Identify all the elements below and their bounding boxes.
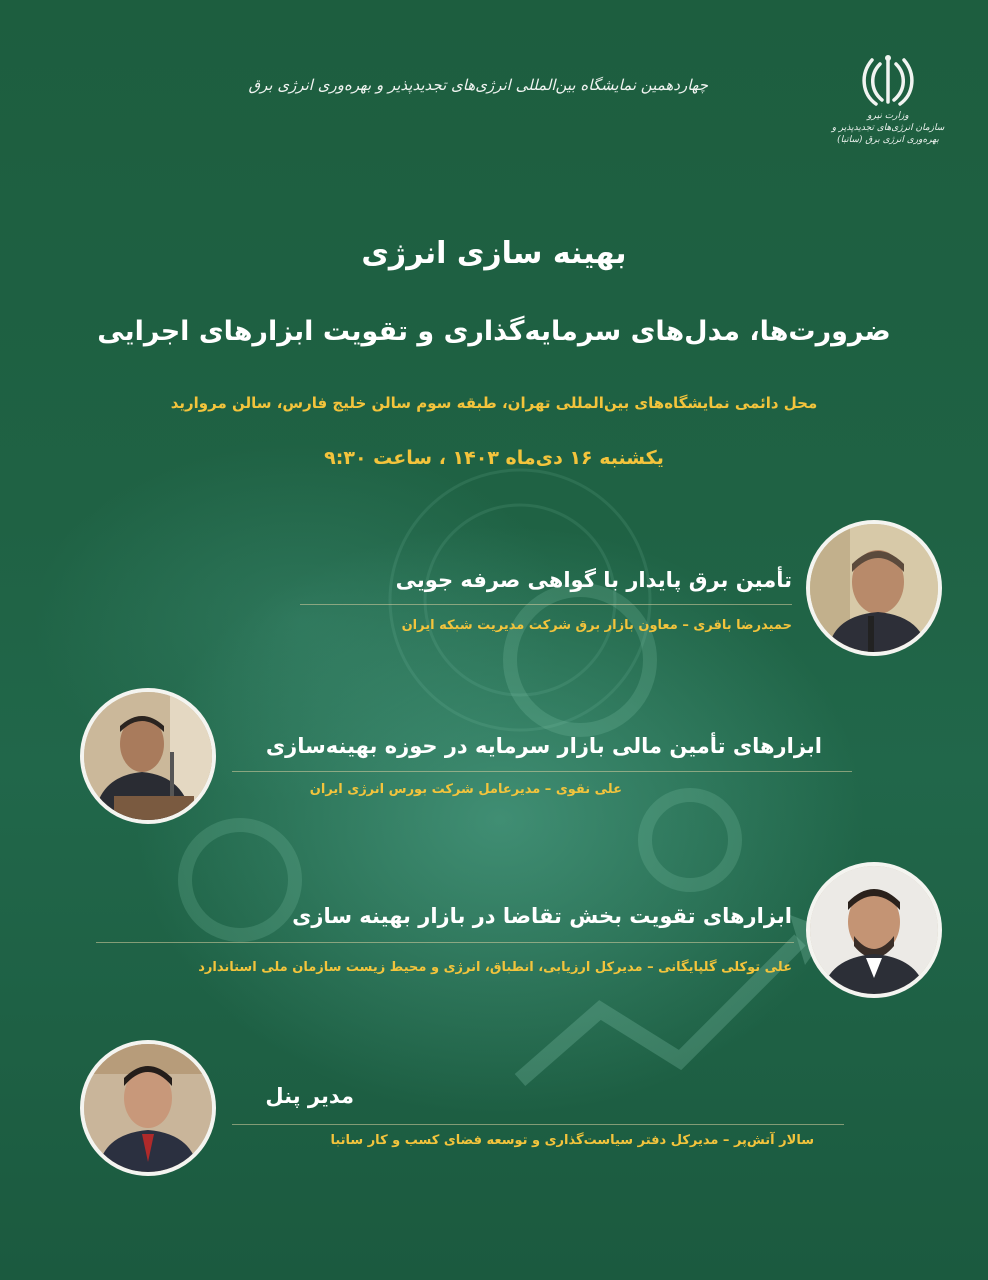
speaker-photo xyxy=(80,688,216,824)
speaker-photo xyxy=(80,1040,216,1176)
organization-name-line-1: سازمان انرژی‌های تجدیدپذیر و xyxy=(831,123,945,133)
organization-name-line-2: بهره‌وری انرژی برق (ساتبا) xyxy=(837,135,939,145)
divider-line xyxy=(232,1124,844,1125)
exhibition-title: چهاردهمین نمایشگاه بین‌المللی انرژی‌های تجدیدپذیر و بهره‌وری انرژی برق xyxy=(248,76,708,94)
speaker-name: علی نقوی – مدیرعامل شرکت بورس انرژی ایران xyxy=(309,782,622,797)
speaker-photo xyxy=(806,862,942,998)
divider-line xyxy=(300,604,792,605)
panel-moderator-label: مدیر پنل xyxy=(265,1084,354,1108)
divider-line xyxy=(232,771,852,772)
ministry-logo xyxy=(828,52,948,162)
speaker-name: حمیدرضا باقری – معاون بازار برق شرکت مدیریت شبکه ایران xyxy=(401,618,792,633)
event-venue: محل دائمی نمایشگاه‌های بین‌المللی تهران، طبقه سوم سالن خلیج فارس، سالن مروارید xyxy=(170,394,818,412)
speaker-photo xyxy=(806,520,942,656)
event-subtitle: ضرورت‌ها، مدل‌های سرمایه‌گذاری و تقویت ابزارهای اجرایی xyxy=(97,316,891,347)
speaker-name: علی توکلی گلپایگانی – مدیرکل ارزیابی، انطباق، انرژی و محیط زیست سازمان ملی استاندارد xyxy=(198,960,792,975)
iran-emblem-icon xyxy=(860,52,916,110)
talk-title: ابزارهای تأمین مالی بازار سرمایه در حوزه بهینه‌سازی xyxy=(265,734,822,758)
ministry-name: وزارت نیرو xyxy=(867,111,909,121)
event-title: بهینه سازی انرژی xyxy=(361,236,627,271)
speaker-name: سالار آتش‌پر – مدیرکل دفتر سیاست‌گذاری و توسعه فضای کسب و کار ساتبا xyxy=(330,1133,814,1148)
event-datetime: یکشنبه ۱۶ دی‌ماه ۱۴۰۳ ، ساعت ۹:۳۰ xyxy=(324,447,664,469)
talk-title: تأمین برق پایدار با گواهی صرفه جویی xyxy=(395,568,792,592)
talk-title: ابزارهای تقویت بخش تقاضا در بازار بهینه سازی xyxy=(292,904,792,928)
divider-line xyxy=(96,942,794,943)
